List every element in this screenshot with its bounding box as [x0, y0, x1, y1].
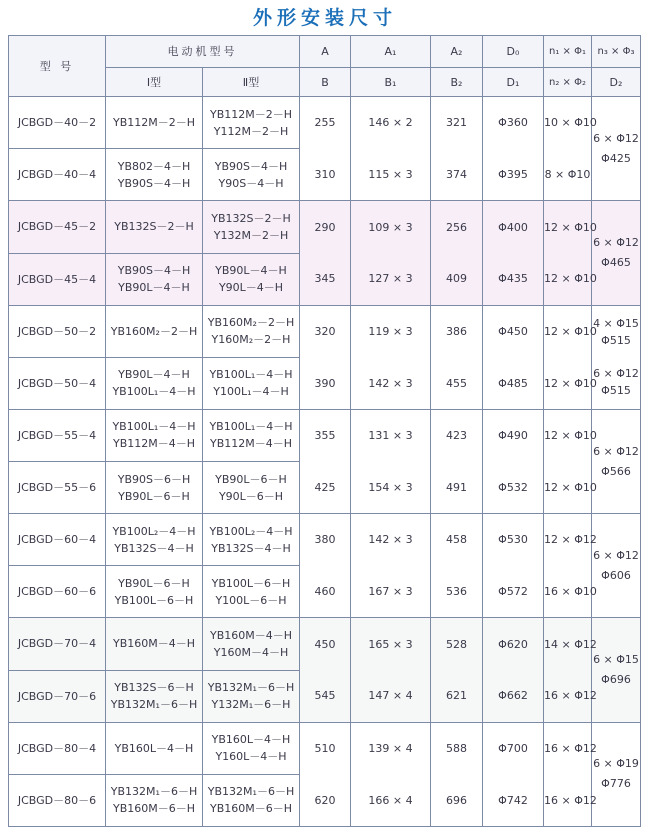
cell-B: 290 — [300, 201, 351, 253]
cell-model: JCBGD－55－6 — [9, 462, 106, 514]
n3-d2-line: 6 × Φ12 — [593, 131, 639, 145]
cell-type2 — [203, 670, 300, 722]
cell-n2: 12 × Φ12 — [544, 514, 592, 566]
cell-model: JCBGD－50－2 — [9, 305, 106, 357]
n3-d2-line: Φ465 — [601, 256, 631, 270]
cell-type2 — [203, 566, 300, 618]
cell-n2: 12 × Φ10 — [544, 201, 592, 253]
cell-B: 310 — [300, 149, 351, 201]
header-A: A — [300, 36, 351, 68]
cell-n2: 16 × Φ12 — [544, 774, 592, 826]
cell-model: JCBGD－70－4 — [9, 618, 106, 670]
cell-n3-d2 — [592, 409, 641, 513]
motor-model-line: YB112M－4－H — [209, 437, 293, 451]
cell-n2: 16 × Φ10 — [544, 566, 592, 618]
motor-model-line: YB802－4－H — [117, 159, 191, 173]
table-row — [9, 566, 641, 618]
motor-model-line: Y132M₁－6－H — [211, 698, 291, 712]
motor-model-line: YB132M₁－6－H — [207, 785, 295, 799]
motor-model-line: YB132S－4－H — [211, 541, 291, 555]
motor-model-line: Y100L₁－4－H — [213, 385, 289, 399]
cell-model: JCBGD－40－2 — [9, 97, 106, 149]
table-row — [9, 514, 641, 566]
motor-model-line: YB100L₁－4－H — [209, 368, 293, 382]
cell-B1: 147 × 4 — [351, 670, 431, 722]
motor-model-line: YB160M－6－H — [209, 802, 293, 816]
cell-B: 510 — [300, 722, 351, 774]
motor-model-line: YB100L₂－4－H — [209, 524, 293, 538]
cell-type2 — [203, 618, 300, 670]
motor-model-line: YB112M－4－H — [112, 437, 196, 451]
cell-n2: 12 × Φ10 — [544, 357, 592, 409]
cell-B1: 139 × 4 — [351, 722, 431, 774]
motor-model-line: YB132S－2－H — [211, 211, 291, 225]
header-motor-model: 电动机型号 — [106, 36, 300, 68]
cell-type1 — [106, 514, 203, 566]
cell-D1: Φ450 — [483, 305, 544, 357]
n3-d2-line: Φ696 — [601, 673, 631, 687]
cell-type1 — [106, 566, 203, 618]
motor-model-line: Y160L－4－H — [215, 750, 287, 764]
motor-model-line: Y112M－2－H — [213, 124, 289, 138]
motor-model-line: YB100L－6－H — [114, 593, 194, 607]
cell-B2: 536 — [431, 566, 483, 618]
cell-B: 450 — [300, 618, 351, 670]
header-type1: Ⅰ型 — [106, 68, 203, 97]
cell-type2 — [203, 722, 300, 774]
cell-D1: Φ435 — [483, 253, 544, 305]
table-row — [9, 670, 641, 722]
cell-model: JCBGD－70－6 — [9, 670, 106, 722]
motor-model-line: YB90L－4－H — [118, 281, 190, 295]
table-row — [9, 201, 641, 253]
cell-n2: 12 × Φ10 — [544, 305, 592, 357]
table-row — [9, 149, 641, 201]
cell-n2: 16 × Φ12 — [544, 722, 592, 774]
header-B2: B₂ — [431, 68, 483, 97]
cell-B: 320 — [300, 305, 351, 357]
cell-D1: Φ700 — [483, 722, 544, 774]
motor-model-line: YB132S－2－H — [114, 220, 194, 234]
n3-d2-line: Φ606 — [601, 568, 631, 582]
cell-type2 — [203, 253, 300, 305]
header-row — [9, 36, 641, 68]
cell-B: 620 — [300, 774, 351, 826]
cell-D1: Φ400 — [483, 201, 544, 253]
cell-D1: Φ742 — [483, 774, 544, 826]
cell-D1: Φ620 — [483, 618, 544, 670]
cell-B2: 374 — [431, 149, 483, 201]
cell-B: 380 — [300, 514, 351, 566]
n3-d2-line: 6 × Φ12 — [593, 236, 639, 250]
table-row — [9, 722, 641, 774]
motor-model-line: YB90S－6－H — [117, 472, 191, 486]
header-n1: n₁ × Φ₁ — [544, 36, 592, 68]
n3-d2-line: 6 × Φ15 — [593, 653, 639, 667]
cell-B2: 423 — [431, 409, 483, 461]
cell-B1: 167 × 3 — [351, 566, 431, 618]
cell-D1: Φ532 — [483, 462, 544, 514]
cell-type1 — [106, 722, 203, 774]
motor-model-line: YB160M₂－2－H — [110, 324, 198, 338]
cell-n2: 8 × Φ10 — [544, 149, 592, 201]
cell-model: JCBGD－80－4 — [9, 722, 106, 774]
motor-model-line: Y100L－6－H — [215, 593, 287, 607]
motor-model-line: YB100L₁－4－H — [112, 385, 196, 399]
cell-B2: 386 — [431, 305, 483, 357]
cell-type2 — [203, 149, 300, 201]
n3-d2-line: Φ566 — [601, 464, 631, 478]
cell-n3-d2 — [592, 305, 641, 409]
n3-d2-line: Φ515 — [601, 334, 631, 348]
cell-type1 — [106, 409, 203, 461]
cell-type2 — [203, 97, 300, 149]
motor-model-line: YB100L₂－4－H — [112, 524, 196, 538]
cell-type1 — [106, 774, 203, 826]
cell-type2 — [203, 409, 300, 461]
motor-model-line: YB160L－4－H — [114, 741, 194, 755]
cell-B1: 115 × 3 — [351, 149, 431, 201]
header-type2: Ⅱ型 — [203, 68, 300, 97]
cell-B1: 131 × 3 — [351, 409, 431, 461]
n3-d2-line: Φ425 — [601, 151, 631, 165]
motor-model-line: YB100L－6－H — [211, 576, 291, 590]
cell-B1: 142 × 3 — [351, 514, 431, 566]
table-row — [9, 253, 641, 305]
cell-B2: 588 — [431, 722, 483, 774]
cell-B1: 119 × 3 — [351, 305, 431, 357]
cell-B1: 166 × 4 — [351, 774, 431, 826]
cell-B2: 409 — [431, 253, 483, 305]
n3-d2-line: 4 × Φ15 — [593, 317, 639, 331]
cell-B: 425 — [300, 462, 351, 514]
cell-D1: Φ360 — [483, 97, 544, 149]
cell-B1: 142 × 3 — [351, 357, 431, 409]
n3-d2-line: 6 × Φ12 — [593, 444, 639, 458]
motor-model-line: YB90S－4－H — [117, 176, 191, 190]
cell-model: JCBGD－45－4 — [9, 253, 106, 305]
cell-type1 — [106, 618, 203, 670]
header-A2: A₂ — [431, 36, 483, 68]
table-body — [9, 36, 641, 827]
motor-model-line: YB160M－6－H — [112, 802, 196, 816]
motor-model-line: YB132M₁－6－H — [110, 698, 198, 712]
cell-D1: Φ572 — [483, 566, 544, 618]
header-B: B — [300, 68, 351, 97]
motor-model-line: YB90L－6－H — [118, 576, 190, 590]
cell-type2 — [203, 305, 300, 357]
header-D0: D₀ — [483, 36, 544, 68]
cell-type1 — [106, 670, 203, 722]
table-row — [9, 357, 641, 409]
cell-type1 — [106, 462, 203, 514]
cell-D1: Φ490 — [483, 409, 544, 461]
cell-n2: 12 × Φ10 — [544, 462, 592, 514]
cell-D1: Φ662 — [483, 670, 544, 722]
motor-model-line: YB100L₁－4－H — [209, 420, 293, 434]
cell-model: JCBGD－60－6 — [9, 566, 106, 618]
cell-n3-d2 — [592, 201, 641, 305]
motor-model-line: YB132S－4－H — [114, 541, 194, 555]
cell-type1 — [106, 253, 203, 305]
cell-B1: 154 × 3 — [351, 462, 431, 514]
motor-model-line: YB132M₁－6－H — [110, 785, 198, 799]
cell-model: JCBGD－55－4 — [9, 409, 106, 461]
header-n2: n₂ × Φ₂ — [544, 68, 592, 97]
cell-B: 345 — [300, 253, 351, 305]
cell-D1: Φ530 — [483, 514, 544, 566]
table-row — [9, 97, 641, 149]
cell-B2: 256 — [431, 201, 483, 253]
motor-model-line: Y90L－6－H — [218, 489, 284, 503]
motor-model-line: YB112M－2－H — [112, 116, 196, 130]
motor-model-line: YB132S－6－H — [114, 681, 194, 695]
n3-d2-line: 6 × Φ19 — [593, 757, 639, 771]
motor-model-line: YB160L－4－H — [211, 733, 291, 747]
n3-d2-line: Φ776 — [601, 777, 631, 791]
table-row — [9, 305, 641, 357]
motor-model-line: YB90S－4－H — [214, 159, 288, 173]
table-row — [9, 462, 641, 514]
motor-model-line: YB90L－6－H — [118, 489, 190, 503]
cell-type2 — [203, 514, 300, 566]
motor-model-line: YB90L－6－H — [215, 472, 287, 486]
table-row — [9, 409, 641, 461]
cell-B2: 458 — [431, 514, 483, 566]
cell-n3-d2 — [592, 514, 641, 618]
header-A1: A₁ — [351, 36, 431, 68]
motor-model-line: YB160M－4－H — [112, 637, 196, 651]
header-model: 型 号 — [9, 36, 106, 97]
cell-model: JCBGD－40－4 — [9, 149, 106, 201]
cell-type2 — [203, 201, 300, 253]
motor-model-line: YB112M－2－H — [209, 107, 293, 121]
cell-type1 — [106, 201, 203, 253]
cell-type1 — [106, 149, 203, 201]
header-B1: B₁ — [351, 68, 431, 97]
cell-D1: Φ395 — [483, 149, 544, 201]
cell-B: 390 — [300, 357, 351, 409]
cell-model: JCBGD－45－2 — [9, 201, 106, 253]
cell-n2: 16 × Φ12 — [544, 670, 592, 722]
motor-model-line: Y90S－4－H — [218, 176, 284, 190]
cell-n2: 12 × Φ10 — [544, 409, 592, 461]
cell-n3-d2 — [592, 97, 641, 201]
cell-B: 460 — [300, 566, 351, 618]
cell-B1: 127 × 3 — [351, 253, 431, 305]
cell-n3-d2 — [592, 722, 641, 826]
cell-B2: 621 — [431, 670, 483, 722]
cell-type1 — [106, 357, 203, 409]
header-n3: n₃ × Φ₃ — [592, 36, 641, 68]
motor-model-line: YB90S－4－H — [117, 264, 191, 278]
motor-model-line: YB160M₂－2－H — [207, 316, 295, 330]
cell-B2: 491 — [431, 462, 483, 514]
n3-d2-line: 6 × Φ12 — [593, 367, 639, 381]
motor-model-line: YB160M－4－H — [209, 628, 293, 642]
motor-model-line: YB90L－4－H — [215, 264, 287, 278]
n3-d2-line: 6 × Φ12 — [593, 548, 639, 562]
cell-n2: 10 × Φ10 — [544, 97, 592, 149]
cell-B2: 528 — [431, 618, 483, 670]
motor-model-line: YB100L₁－4－H — [112, 420, 196, 434]
cell-B2: 696 — [431, 774, 483, 826]
cell-type1 — [106, 305, 203, 357]
cell-B: 545 — [300, 670, 351, 722]
cell-type1 — [106, 97, 203, 149]
cell-B: 255 — [300, 97, 351, 149]
header-D2: D₂ — [592, 68, 641, 97]
page-title: 外形安装尺寸 — [252, 7, 397, 29]
cell-B2: 455 — [431, 357, 483, 409]
cell-B1: 146 × 2 — [351, 97, 431, 149]
table-row — [9, 618, 641, 670]
cell-model: JCBGD－50－4 — [9, 357, 106, 409]
cell-model: JCBGD－80－6 — [9, 774, 106, 826]
cell-model: JCBGD－60－4 — [9, 514, 106, 566]
dimension-table — [8, 35, 641, 827]
cell-B: 355 — [300, 409, 351, 461]
table-row — [9, 774, 641, 826]
motor-model-line: Y132M－2－H — [213, 228, 289, 242]
n3-d2-line: Φ515 — [601, 384, 631, 398]
motor-model-line: YB132M₁－6－H — [207, 681, 295, 695]
header-D1: D₁ — [483, 68, 544, 97]
cell-type2 — [203, 357, 300, 409]
cell-B1: 109 × 3 — [351, 201, 431, 253]
cell-B2: 321 — [431, 97, 483, 149]
cell-type2 — [203, 774, 300, 826]
motor-model-line: YB90L－4－H — [118, 368, 190, 382]
cell-n2: 12 × Φ10 — [544, 253, 592, 305]
motor-model-line: Y90L－4－H — [218, 281, 284, 295]
cell-n2: 14 × Φ12 — [544, 618, 592, 670]
cell-n3-d2 — [592, 618, 641, 722]
cell-type2 — [203, 462, 300, 514]
cell-B1: 165 × 3 — [351, 618, 431, 670]
cell-D1: Φ485 — [483, 357, 544, 409]
motor-model-line: Y160M₂－2－H — [211, 333, 291, 347]
motor-model-line: Y160M－4－H — [213, 645, 289, 659]
